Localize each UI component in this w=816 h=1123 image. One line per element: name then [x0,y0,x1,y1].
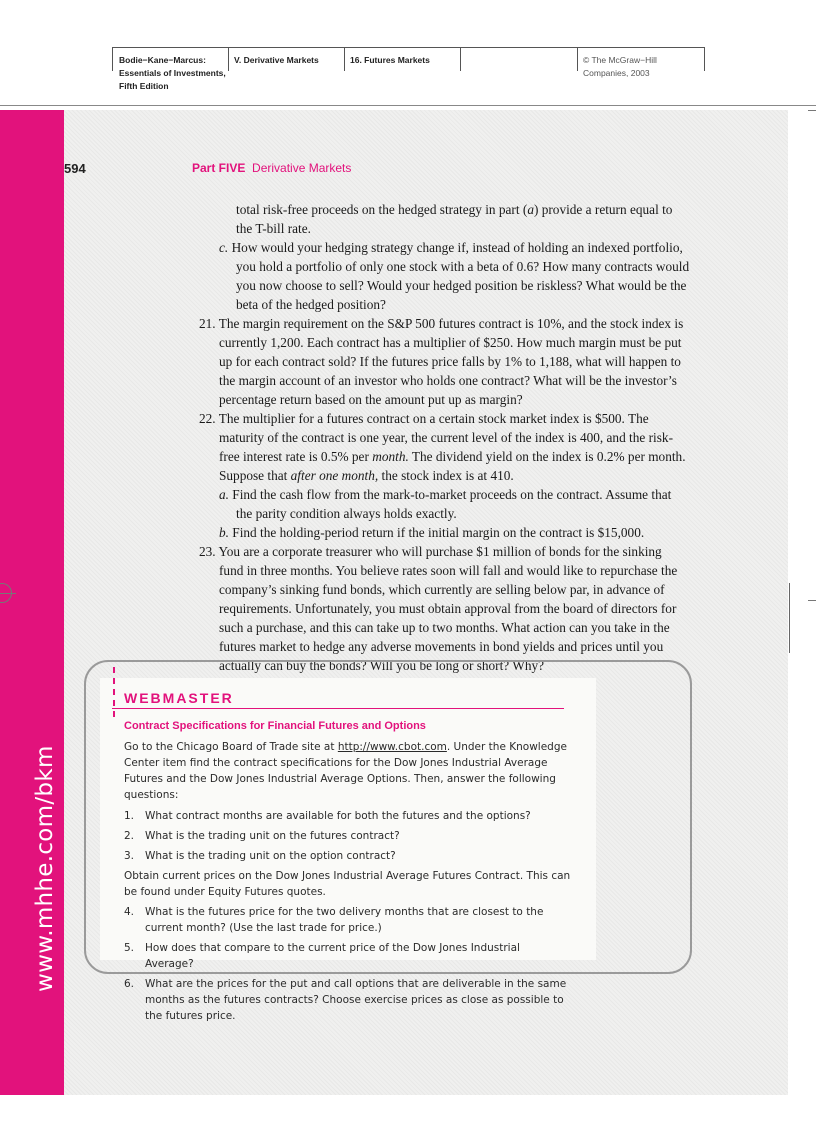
webmaster-item-number: 1. [124,810,135,822]
webmaster-item-text: What contract months are available for both the futures and the options? [145,810,531,822]
webmaster-intro-line: be found under Equity Futures quotes. [124,886,326,898]
exercise-line [219,390,523,409]
exercise-line [219,371,677,390]
exercise-line [236,295,386,314]
webmaster-item-text: What are the prices for the put and call options that are deliverable in the same [145,978,567,990]
exercise-line [219,447,686,466]
cbot-link[interactable]: http://www.cbot.com [337,741,447,753]
crop-mark [789,583,790,653]
header-copyright-line: © The McGraw−Hill [583,55,657,65]
webmaster-intro-line [124,771,556,787]
webmaster-item-text: current month? (Use the last trade for price.) [145,922,382,934]
webmaster-intro-line [124,739,567,755]
exercise-text: fund in three months. You believe rates soon will fall and would like to repurchase the [219,563,678,578]
exercise-text: ) provide a return equal to [533,202,673,217]
exercise-marker: a. [219,487,233,502]
header-cell-empty [460,47,578,71]
exercise-line [219,561,677,580]
header-part: V. Derivative Markets [234,55,319,65]
exercise-text: futures market to hedge any adverse movements in bond yields and prices until you [219,639,664,654]
webmaster-item-text: What is the futures price for the two delivery months that are closest to the [145,906,544,918]
exercise-marker: 21. [199,316,219,331]
exercise-line [219,485,671,504]
exercise-text: up for each contract sold? If the futures price falls by 1% to 1,188, what will happen to [219,354,681,369]
exercise-emphasis: month. [372,449,409,464]
exercise-line [236,257,689,276]
exercise-marker: b. [219,525,233,540]
exercise-text: actually can buy the bonds? Will you be long or short? Why? [219,658,545,673]
page-number: 594 [64,161,86,176]
exercise-text: The multiplier for a futures contract on a certain stock market index is $500. The [218,411,649,426]
exercise-text: Find the holding-period return if the initial margin on the contract is $15,000. [232,525,645,540]
exercise-text: you hold a portfolio of only one stock with a beta of 0.6? How many contracts would [236,259,690,274]
webmaster-text: Futures and the Dow Jones Industrial Average Options. Then, answer the following [124,773,556,785]
webmaster-item-number: 5. [124,942,135,954]
exercise-emphasis: a [527,202,534,217]
exercise-line [219,618,670,637]
running-header [112,47,704,101]
exercise-marker: c. [219,240,232,255]
exercise-line [219,466,514,485]
exercise-text: the margin account of an investor who holds one contract? What will be the investor’s [219,373,677,388]
exercise-text: Find the cash flow from the mark-to-market proceeds on the contract. Assume that [232,487,672,502]
exercise-text: company’s sinking fund bonds, which currently are selling below par, in advance of [219,582,665,597]
webmaster-item-text: months as the futures contracts? Choose exercise prices as close as possible to [145,994,564,1006]
webmaster-item-text: What is the trading unit on the option contract? [145,850,396,862]
exercise-text: How would your hedging strategy change if, instead of holding an indexed portfolio, [231,240,683,255]
exercise-line [219,523,644,542]
webmaster-item-text: What is the trading unit on the futures contract? [145,830,400,842]
webmaster-text: . Under the Knowledge [446,741,567,753]
webmaster-item-number: 3. [124,850,135,862]
header-copyright-line: Companies, 2003 [583,68,650,78]
exercise-text: the stock index is at 410. [378,468,514,483]
exercise-line [236,504,457,523]
exercise-emphasis: after one month, [290,468,379,483]
webmaster-item-number: 2. [124,830,135,842]
header-chapter: 16. Futures Markets [350,55,430,65]
exercise-line [199,409,649,428]
exercise-line [219,428,673,447]
webmaster-text: questions: [124,789,179,801]
exercise-text: the T-bill rate. [236,221,311,236]
exercise-line [199,542,662,561]
webmaster-text: Center item find the contract specifications for the Dow Jones Industrial Average [124,757,548,769]
exercise-text: such a purchase, and this can take up to two months. What action can you take in the [219,620,670,635]
exercise-text: The margin requirement on the S&P 500 futures contract is 10%, and the stock index is [218,316,684,331]
exercise-line [219,599,676,618]
header-book-line: Essentials of Investments, [119,68,226,78]
exercise-text: Suppose that [219,468,291,483]
exercise-text: beta of the hedged position? [236,297,386,312]
exercise-text: The dividend yield on the index is 0.2% per month. [408,449,686,464]
webmaster-title: WEBMASTER [124,690,234,706]
exercise-line [219,238,683,257]
exercise-line [236,200,672,219]
webmaster-item-text: the futures price. [145,1010,236,1022]
exercise-text: free interest rate is 0.5% per [219,449,373,464]
part-heading [192,161,351,175]
exercise-text: the parity condition always holds exactly. [236,506,457,521]
header-book-line: Bodie−Kane−Marcus: [119,55,206,65]
webmaster-intro-line [124,787,178,803]
exercise-text: requirements. Unfortunately, you must obtain approval from the board of directors for [219,601,677,616]
webmaster-intro-line: Obtain current prices on the Dow Jones Industrial Average Futures Contract. This can [124,870,571,882]
webmaster-rule [112,708,564,709]
exercise-line [219,352,681,371]
exercise-text: total risk-free proceeds on the hedged strategy in part ( [236,202,528,217]
webmaster-item-text: Average? [145,958,194,970]
exercise-text: percentage return based on the amount put up as margin? [219,392,523,407]
exercise-line [219,333,681,352]
exercise-marker: 22. [199,411,219,426]
exercise-line [199,314,683,333]
part-label: Part FIVE [192,161,246,175]
exercise-line [236,219,311,238]
webmaster-intro-line [124,755,547,771]
webmaster-item-number: 6. [124,978,135,990]
exercise-line [219,580,665,599]
exercise-line [236,276,686,295]
exercise-text: You are a corporate treasurer who will purchase $1 million of bonds for the sinking [218,544,662,559]
webmaster-item-text: How does that compare to the current price of the Dow Jones Industrial [145,942,520,954]
part-title: Derivative Markets [252,161,352,175]
crop-mark [808,600,816,601]
exercise-line [219,637,663,656]
webmaster-accent-line [113,667,115,717]
webmaster-text: Go to the Chicago Board of Trade site at [124,741,338,753]
page-top-rule [0,105,816,106]
exercise-text: maturity of the contract is one year, the current level of the index is 400, and the risk- [219,430,673,445]
header-book-line: Fifth Edition [119,81,169,91]
webmaster-subtitle: Contract Specifications for Financial Futures and Options [124,720,426,732]
exercise-text: you now choose to sell? Would your hedged position be riskless? What would be the [236,278,687,293]
webmaster-item-number: 4. [124,906,135,918]
sidebar-url: www.mhhe.com/bkm [32,745,58,992]
exercise-text: currently 1,200. Each contract has a multiplier of $250. How much margin must be put [219,335,682,350]
exercise-marker: 23. [199,544,219,559]
crop-mark [808,110,816,111]
